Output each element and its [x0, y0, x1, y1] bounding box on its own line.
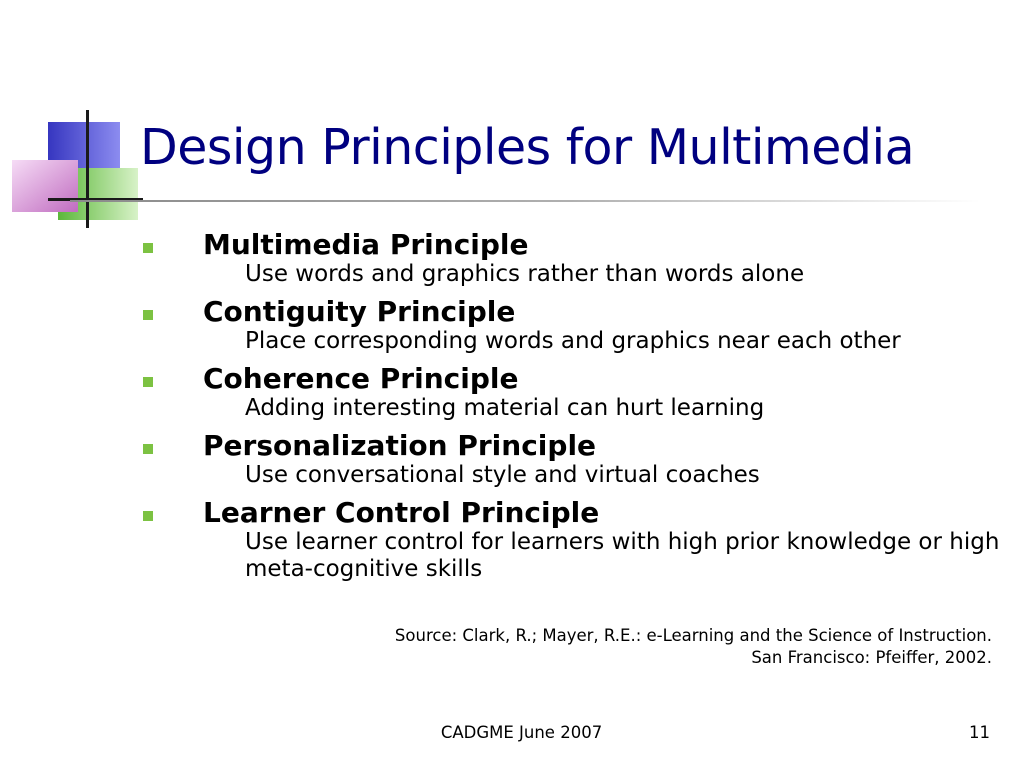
principle-description: Adding interesting material can hurt learning	[245, 395, 765, 421]
source-line-2: San Francisco: Pfeiffer, 2002.	[751, 648, 992, 667]
deco-vertical-line	[86, 110, 89, 228]
principle-heading: Contiguity Principle	[203, 295, 516, 328]
source-line-1: Source: Clark, R.; Mayer, R.E.: e-Learning and the Science of Instruction.	[394, 626, 992, 645]
source-citation	[395, 625, 992, 669]
list-item-learner-control	[143, 496, 1013, 583]
principle-description: Use learner control for learners with high prior knowledge or high meta-cognitive skills	[245, 529, 1000, 582]
square-bullet-icon	[143, 444, 153, 454]
principle-heading: Coherence Principle	[203, 362, 519, 395]
slide-title: Design Principles for Multimedia	[140, 119, 915, 176]
square-bullet-icon	[143, 377, 153, 387]
square-bullet-icon	[143, 511, 153, 521]
principles-list	[143, 228, 1013, 590]
list-item-personalization	[143, 429, 1013, 489]
principle-heading: Personalization Principle	[203, 429, 597, 462]
title-decoration	[0, 0, 150, 240]
slide-number: 11	[969, 723, 990, 742]
list-item-contiguity	[143, 295, 1013, 355]
list-item-multimedia	[143, 228, 1013, 288]
deco-pink-square	[12, 160, 78, 212]
principle-description: Place corresponding words and graphics near each other	[245, 328, 901, 354]
principle-description: Use words and graphics rather than words alone	[245, 261, 805, 287]
square-bullet-icon	[143, 310, 153, 320]
list-item-coherence	[143, 362, 1013, 422]
principle-description: Use conversational style and virtual coaches	[245, 462, 760, 488]
principle-heading: Learner Control Principle	[203, 496, 600, 529]
principle-heading: Multimedia Principle	[203, 228, 529, 261]
footer-text: CADGME June 2007	[440, 723, 603, 742]
title-underline	[70, 200, 980, 202]
square-bullet-icon	[143, 243, 153, 253]
